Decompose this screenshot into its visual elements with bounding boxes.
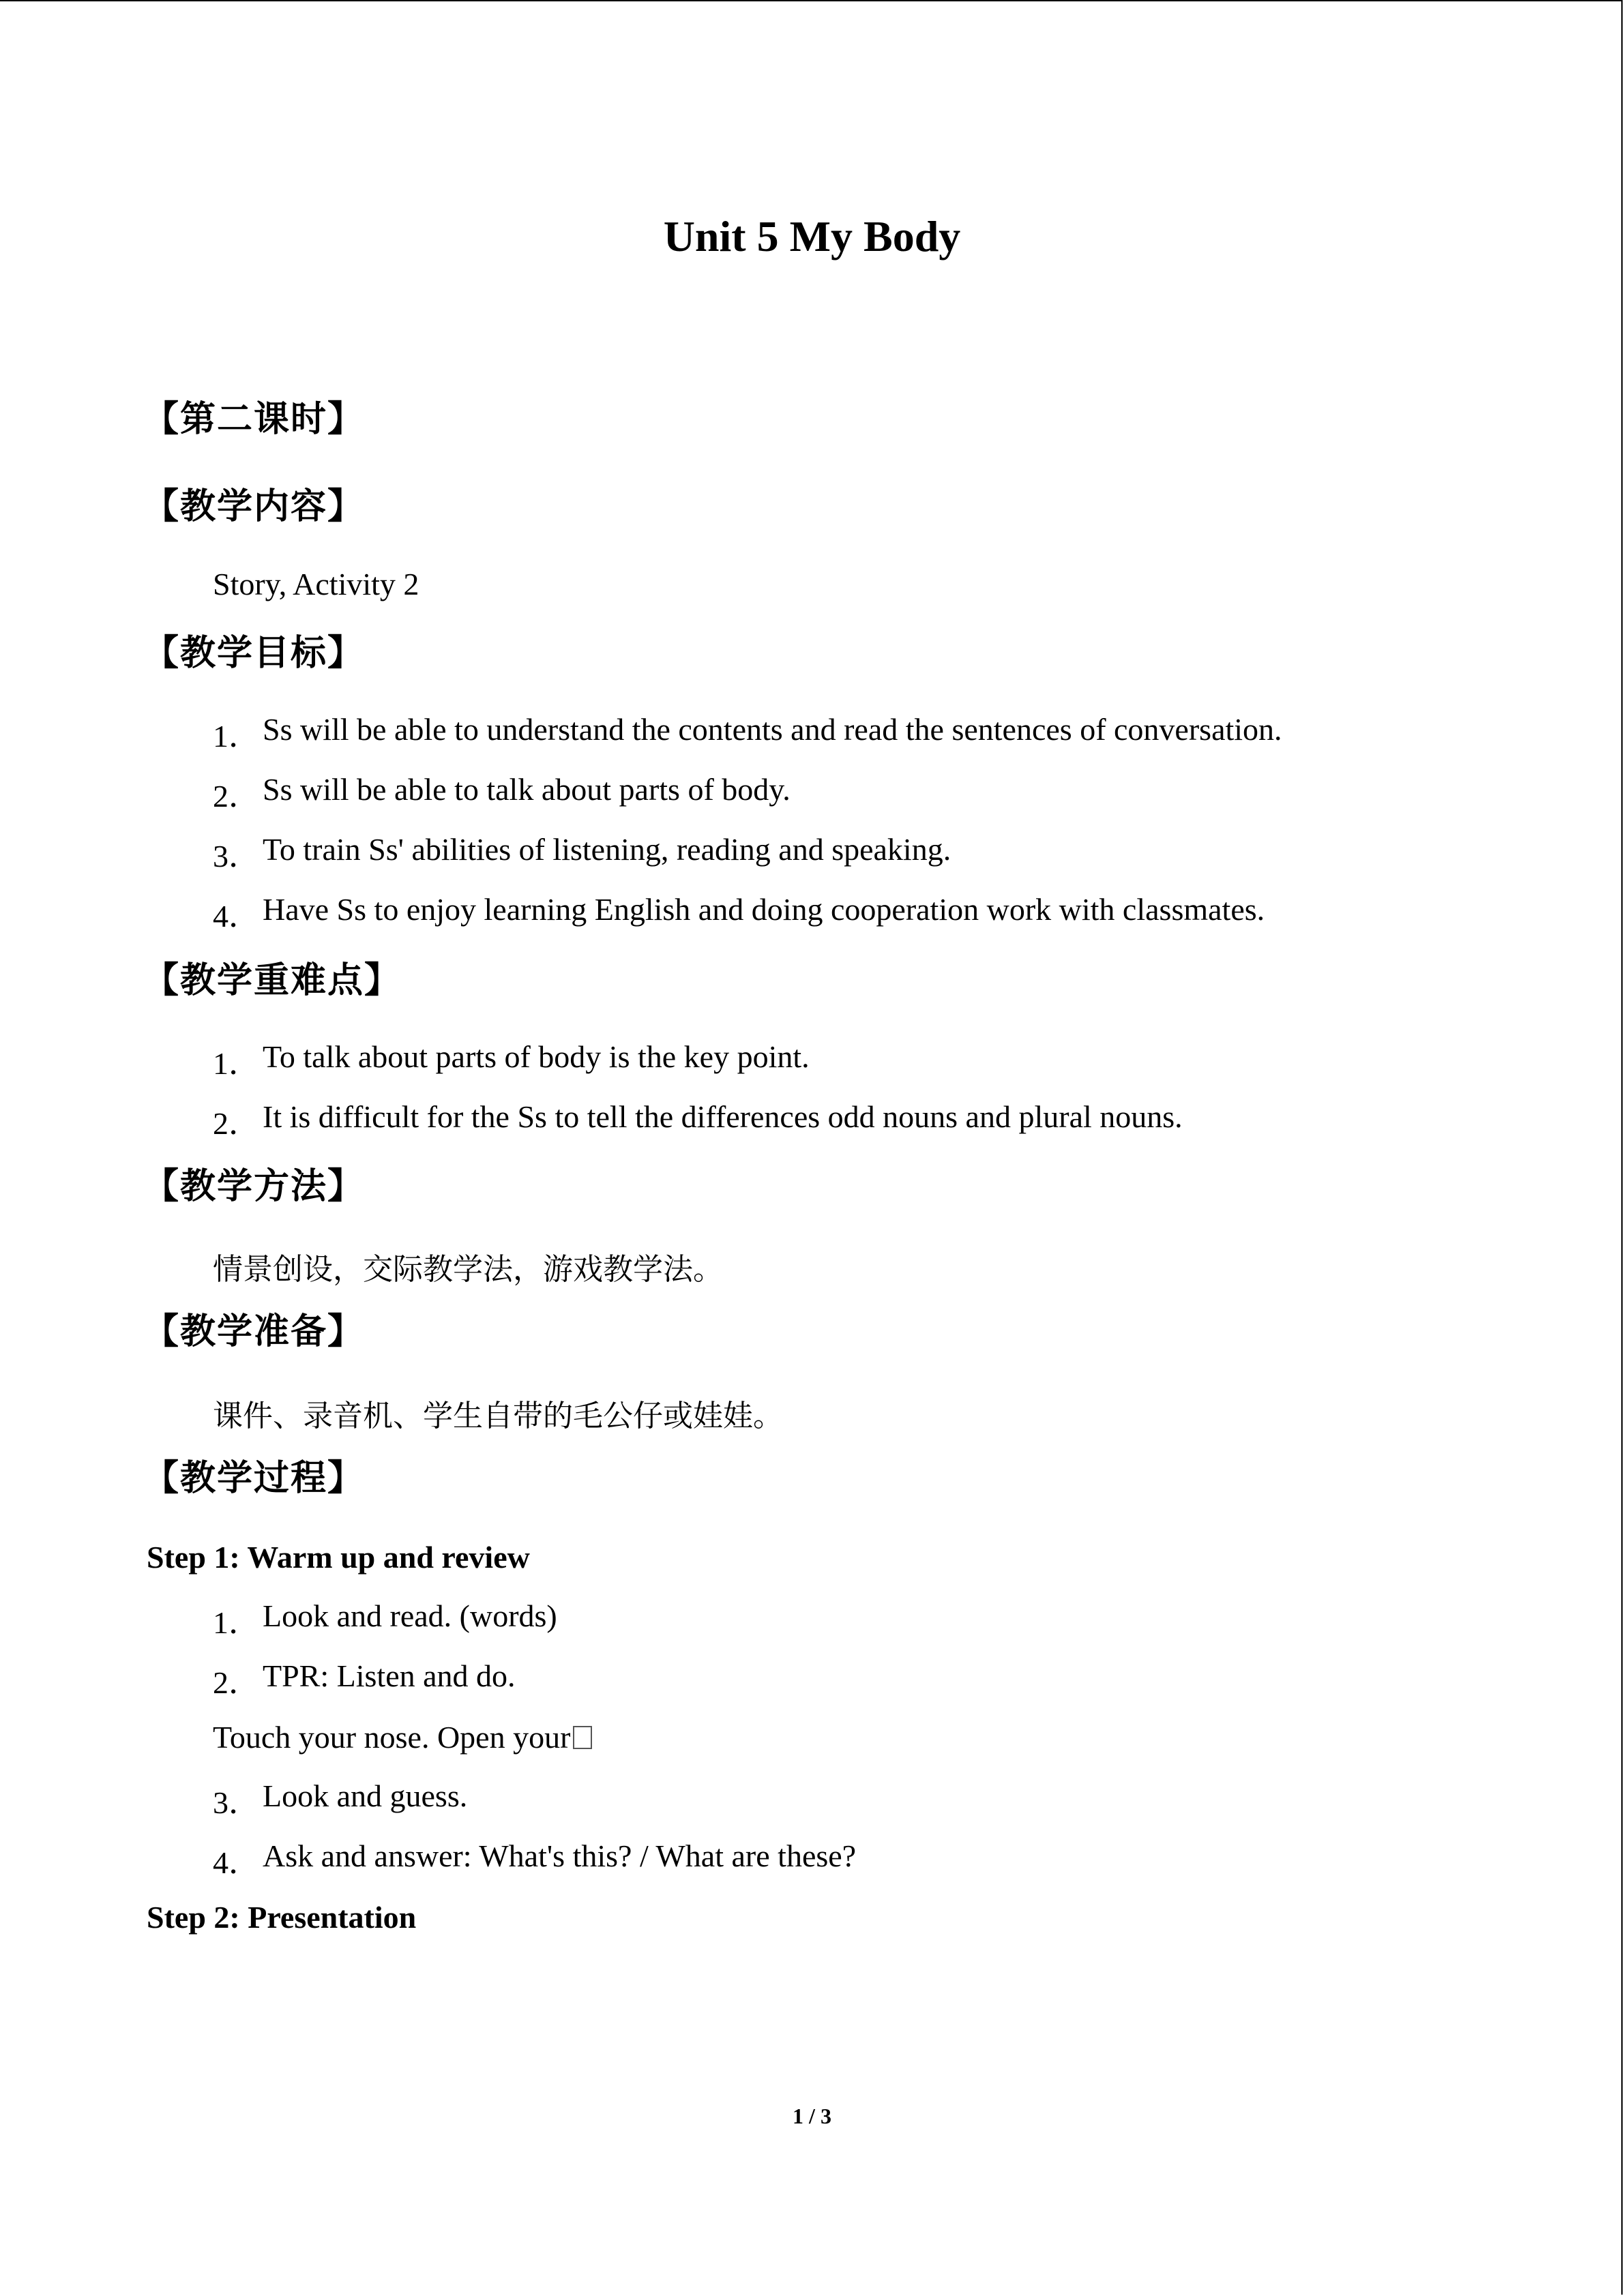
goal-item: Ss will be able to understand the contents and read the sentences of conversation.	[263, 712, 1282, 747]
page-title: Unit 5 My Body	[663, 212, 961, 260]
step1-item: TPR: Listen and do.	[263, 1658, 516, 1693]
step1-number: 4．	[213, 1845, 260, 1880]
step1-item: Look and read. (words)	[263, 1598, 557, 1633]
page-number: 1 / 3	[793, 2104, 831, 2128]
step1-item: Look and guess.	[263, 1778, 468, 1813]
preparation-heading: 【教学准备】	[143, 1311, 365, 1352]
step2-title: Step 2: Presentation	[147, 1900, 417, 1935]
goal-item: Have Ss to enjoy learning English and doing cooperation work with classmates.	[263, 892, 1265, 927]
method-heading: 【教学方法】	[143, 1166, 365, 1207]
step1-example-text: Touch your nose. Open your	[213, 1720, 571, 1755]
preparation-text: 课件、录音机、学生自带的毛公仔或娃娃。	[213, 1399, 783, 1433]
key-point-item: It is difficult for the Ss to tell the differences odd nouns and plural nouns.	[263, 1099, 1183, 1134]
missing-glyph-box-icon	[573, 1726, 592, 1749]
step1-number: 1．	[213, 1605, 260, 1640]
key-point-item: To talk about parts of body is the key point.	[263, 1039, 810, 1074]
goal-number: 3．	[213, 839, 260, 874]
goal-number: 1．	[213, 719, 260, 754]
process-heading: 【教学过程】	[143, 1458, 365, 1499]
content-text: Story, Activity 2	[213, 567, 419, 601]
key-points-heading: 【教学重难点】	[143, 960, 402, 1001]
step1-item: Ask and answer: What's this? / What are these?	[263, 1838, 857, 1873]
goal-item: Ss will be able to talk about parts of body.	[263, 772, 791, 807]
lesson-heading: 【第二课时】	[143, 399, 365, 440]
step1-title: Step 1: Warm up and review	[147, 1540, 530, 1575]
step1-example-line	[213, 1719, 592, 1755]
goal-number: 4．	[213, 899, 260, 934]
goals-heading: 【教学目标】	[143, 633, 365, 674]
goal-number: 2．	[213, 779, 260, 814]
method-text: 情景创设，交际教学法，游戏教学法。	[213, 1252, 723, 1287]
content-heading: 【教学内容】	[143, 486, 365, 527]
step1-number: 3．	[213, 1785, 260, 1820]
key-point-number: 2．	[213, 1106, 260, 1141]
step1-number: 2．	[213, 1665, 260, 1700]
key-point-number: 1．	[213, 1046, 260, 1081]
goal-item: To train Ss' abilities of listening, reading and speaking.	[263, 832, 951, 867]
